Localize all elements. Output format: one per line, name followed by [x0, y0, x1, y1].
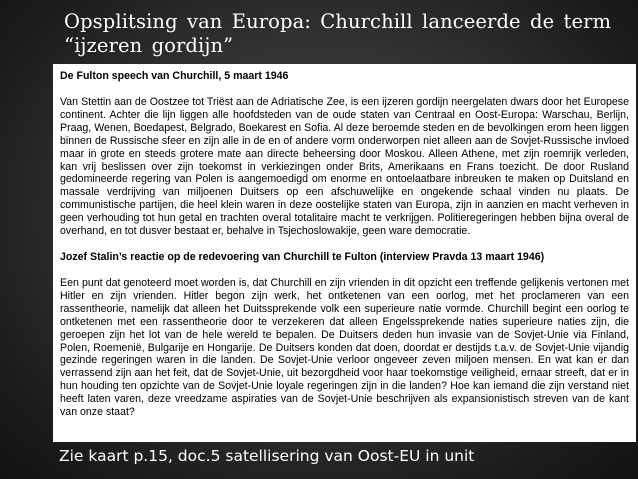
source-text-box: [53, 64, 636, 442]
slide-caption: Zie kaart p.15, doc.5 satellisering van Oost-EU in unit: [59, 447, 475, 465]
stalin-reaction-text: Een punt dat genoteerd moet worden is, dat Churchill en zijn vrienden in dit opzicht een treffende gelijkenis vertonen met Hitler en zijn vrienden. Hitler begon zijn werk, het ontketenen van een oorlog, met het proclameren van een rassentheorie, namelijk dat alleen het Duitssprekende volk een superieure natie vormde. Churchill begint een oorlog te ontketenen met een rassentheorie door te verzekeren dat alleen Engelssprekende naties superieure naties zijn, die geroepen zijn het lot van de hele wereld te bepalen. De Duitsers deden hun invasie van de Sovjet-Unie via Finland, Polen, Roemenië, Bulgarije en Hongarije. De Duitsers konden dat doen, doordat er destijds t.a.v. de Sovjet-Unie vijandig gezinde regeringen waren in die landen. De Sovjet-Unie verloor ongeveer zeven miljoen mensen. En wat kan er dan verrassend zijn aan het feit, dat de Sovjet-Unie, uit bezorgdheid voor haar toekomstige veiligheid, ernaar streeft, dat er in hun houding ten opzichte van de Sovjet-Unie loyale regeringen zijn in die landen? Hoe kan iemand die zijn verstand niet heeft laten varen, deze vreedzame aspiraties van de Sovjet-Unie beschrijven als expansionistisch streven van de kant van onze staat?: [60, 276, 629, 419]
slide-title-line1: Opsplitsing van Europa: Churchill lanceerde de term: [64, 10, 612, 33]
slide-title: [64, 10, 624, 58]
slide-title-line2: “ijzeren gordijn”: [64, 34, 234, 57]
churchill-speech-text: Van Stettin aan de Oostzee tot Triëst aan de Adriatische Zee, is een ijzeren gordijn neergelaten dwars door het Europese continent. Achter die lijn liggen alle hoofdsteden van de oude staten van Centraal en Oost-Europa: Warschau, Berlijn, Praag, Wenen, Boedapest, Belgrado, Boekarest en Sofia. Al deze beroemde steden en de bevolkingen erom heen liggen binnen de Russische sfeer en zijn alle in de en of andere vorm onderworpen niet alleen aan de Sovjet-Russische invloed maar in grote en steeds grotere mate aan directe beheersing door Moskou. Alleen Athene, met zijn roemrijk verleden, kan vrij beslissen over zijn toekomst in verkiezingen onder Brits, Amerikaans en Frans toezicht. De door Rusland gedomineerde regering van Polen is aangemoedigd om enorme en ontoelaatbare inbreuken te maken op Duitsland en massale verdrijving van miljoenen Duitsers op een afschuwelijke en ongekende schaal vinden nu plaats. De communistische partijen, die heel klein waren in deze oostelijke staten van Europa, zijn in aanzien en macht verheven in geen verhouding tot hun getal en trachten overal totalitaire macht te verkrijgen. Politieregeringen hebben bijna overal de overhand, en tot dusver bestaat er, behalve in Tsjechoslowakije, geen ware democratie.: [60, 96, 629, 238]
stalin-reaction-heading: Jozef Stalin’s reactie op de redevoering van Churchill te Fulton (interview Pravda 13 maart 1946): [60, 250, 545, 263]
churchill-speech-heading: De Fulton speech van Churchill, 5 maart 1946: [60, 70, 289, 82]
